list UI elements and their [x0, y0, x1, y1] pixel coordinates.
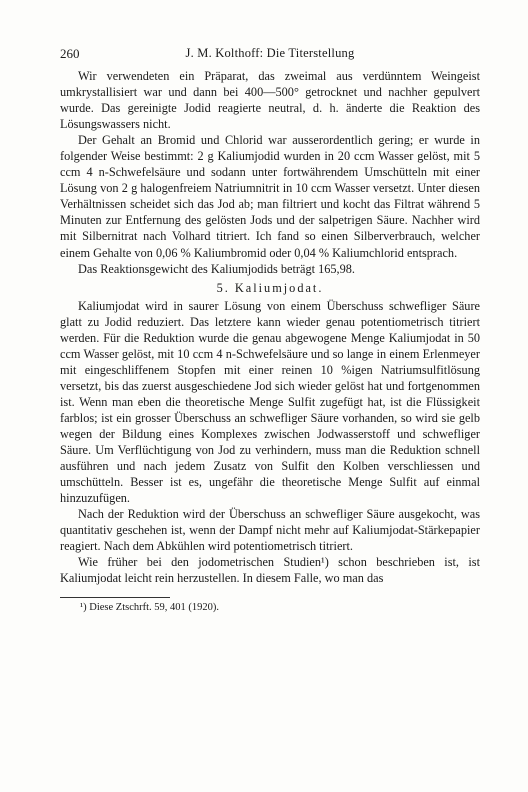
footnote-divider	[60, 597, 170, 598]
paragraph: Kaliumjodat wird in saurer Lösung von einem Überschuss schwefliger Säure glatt zu Jodid reduziert. Das letztere kann wieder genau potentiometrisch titriert werden. Für die Reduktion wurde die genau abgewogene Menge Kaliumjodat in 50 ccm Wasser gelöst, mit 10 ccm 4 n-Schwefelsäure und so lange in einem Erlenmeyer mit eingeschliffenem Stopfen mit einer reinen 10 %igen Natriumsulfitlösung versetzt, bis das zuerst ausgeschiedene Jod sich wieder gelöst hat und fortgenommen ist. Wenn man eben die theoretische Menge Sulfit zugefügt hat, ist die Flüssigkeit farblos; ist ein grosser Überschuss an schwefliger Säure vorhanden, so wird sie gelb wegen der Bildung eines Komplexes zwischen Jodwasserstoff und schwefliger Säure. Um Verflüchtigung von Jod zu verhindern, muss man die Reduktion schnell ausführen und nach jedem Zusatz von Sulfit den Kolben verschliessen und umschütteln. Besser ist es, ungefähr die theoretische Menge Sulfit auf einmal hinzuzufügen.	[60, 298, 480, 506]
paragraph: Nach der Reduktion wird der Überschuss an schwefliger Säure ausgekocht, was quantitativ geschehen ist, wenn der Dampf nicht mehr auf Kaliumjodat-Stärkepapier reagiert. Nach dem Abkühlen wird potentiometrisch titriert.	[60, 507, 480, 554]
page-header	[60, 46, 480, 68]
paragraph: Das Reaktionsgewicht des Kaliumjodids beträgt 165,98.	[78, 261, 355, 276]
body-text	[60, 68, 480, 587]
page-number: 260	[60, 46, 80, 61]
paragraph: Der Gehalt an Bromid und Chlorid war ausserordentlich gering; er wurde in folgender Weise bestimmt: 2 g Kaliumjodid wurden in 20 ccm Wasser gelöst, mit 5 ccm 4 n-Schwefelsäure und sodann unter fortwährendem Umschütteln mit einer Lösung von 2 g halogenfreiem Natriumnitrit in 10 ccm Wasser versetzt. Unter diesen Verhältnissen scheidet sich das Jod ab; man filtriert und kocht das Filtrat während 5 Minuten zur Entfernung des gelösten Jods und der salpetrigen Säure. Nachher wird mit Silbernitrat nach Volhard titriert. Ich fand so einen Silberverbrauch, welcher einem Gehalte von 0,06 % Kaliumbromid oder 0,04 % Kaliumchlorid entsprach.	[60, 133, 480, 260]
running-head: J. M. Kolthoff: Die Titerstellung	[185, 46, 355, 60]
paragraph: Wie früher bei den jodometrischen Studien¹) schon beschrieben ist, ist Kaliumjodat leicht rein herzustellen. In diesem Falle, wo man das	[60, 555, 480, 586]
paragraph: Wir verwendeten ein Präparat, das zweimal aus verdünntem Weingeist umkrystallisiert war und dann bei 400—500° getrocknet und nachher gepulvert wurde. Das gereinigte Jodid reagierte neutral, d. h. änderte die Reaktion des Lösungswassers nicht.	[60, 69, 480, 132]
footnote: ¹) Diese Ztschrft. 59, 401 (1920).	[80, 601, 220, 613]
section-title: 5. Kaliumjodat.	[216, 280, 324, 295]
